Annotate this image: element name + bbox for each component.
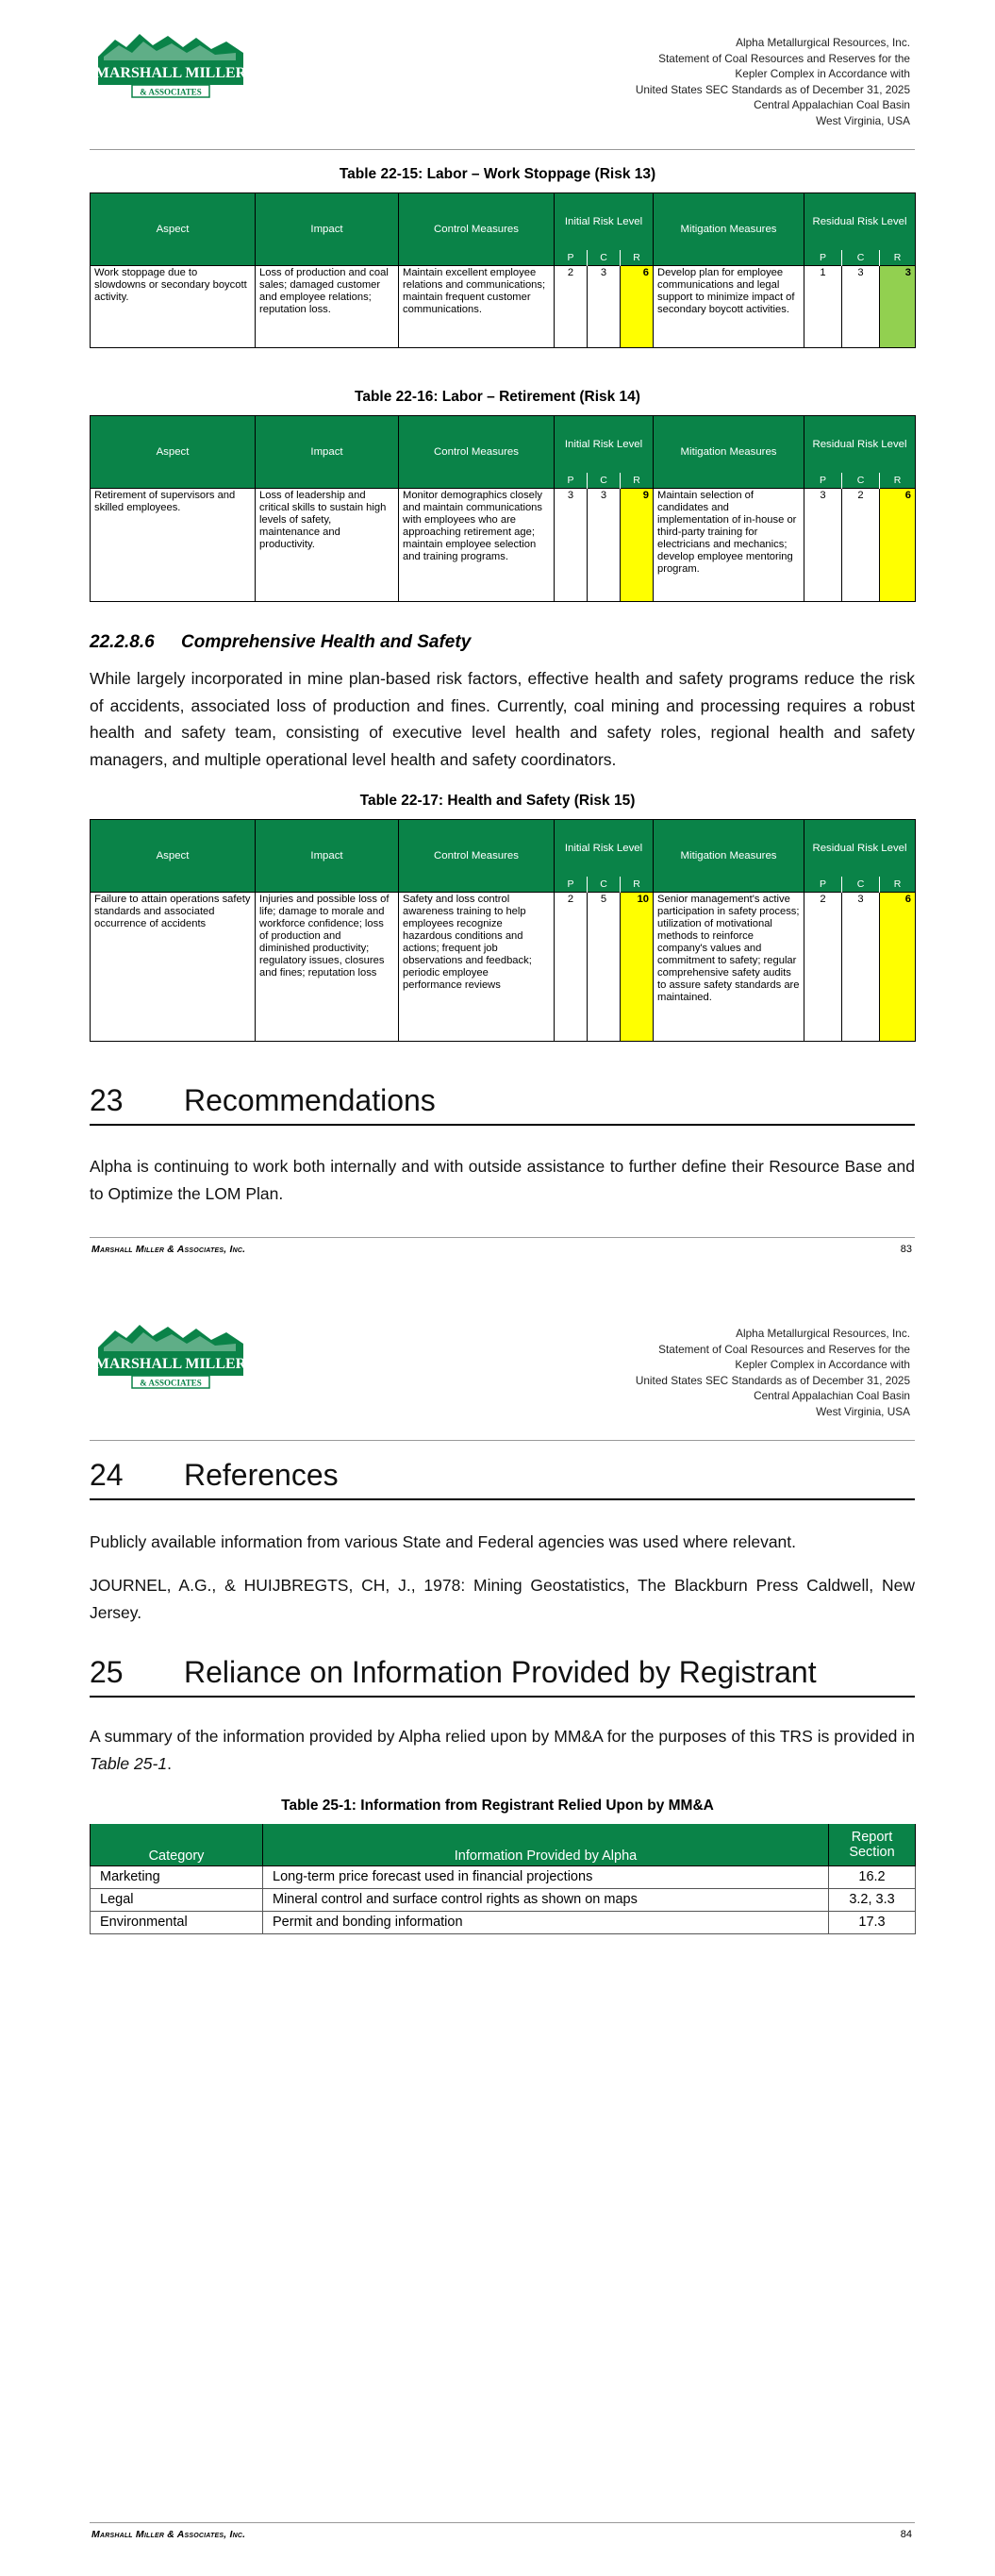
col-c: C: [842, 877, 880, 893]
cell-aspect: Work stoppage due to slowdowns or secondary boycott activity.: [91, 266, 256, 348]
col-impact: Impact: [256, 416, 399, 489]
risk-table-13: [90, 192, 916, 348]
cell-control: Maintain excellent employee relations and communications; maintain frequent customer communications.: [399, 266, 555, 348]
cell-initial-r: 6: [621, 266, 654, 348]
cell-initial-c: 3: [588, 489, 621, 602]
cell-impact: Loss of production and coal sales; damaged customer and employee relations; reputation loss.: [256, 266, 399, 348]
col-p: P: [555, 250, 588, 266]
cell-residual-p: 3: [804, 489, 842, 602]
cell-mitigation: Senior management's active participation in safety process; utilization of motivational methods to reinforce company's values and commitment to safety; regular comprehensive safety audits to assure safety standards are maintained.: [654, 893, 804, 1042]
cell-aspect: Failure to attain operations safety standards and associated occurrence of accidents: [91, 893, 256, 1042]
header-line: Kepler Complex in Accordance with: [735, 1358, 910, 1372]
table-row: [91, 266, 916, 348]
header-line: Kepler Complex in Accordance with: [735, 67, 910, 81]
col-impact: Impact: [256, 193, 399, 266]
col-p: P: [555, 877, 588, 893]
section-number: 24: [90, 1458, 124, 1492]
col-mitigation: Mitigation Measures: [654, 820, 804, 893]
col-c: C: [588, 473, 621, 489]
section-title: Recommendations: [184, 1083, 436, 1117]
cell-mitigation: Develop plan for employee communications and legal support to minimize impact of secondary boycott activities.: [654, 266, 804, 348]
logo-text: MARSHALL MILLER: [94, 1356, 247, 1372]
body-text: A summary of the information provided by Alpha relied upon by MM&A for the purposes of this TRS is provided in: [90, 1727, 915, 1746]
col-category: Category: [91, 1824, 263, 1865]
header-line: West Virginia, USA: [816, 1404, 910, 1418]
table-caption: Table 22-15: Labor – Work Stoppage (Risk 13): [339, 166, 656, 182]
header-divider: [90, 1440, 915, 1441]
cell-section: 16.2: [829, 1865, 916, 1888]
table-caption: Table 25-1: Information from Registrant Relied Upon by MM&A: [281, 1798, 714, 1814]
header-line: Statement of Coal Resources and Reserves for the: [658, 51, 910, 65]
col-residual-risk: Residual Risk Level: [804, 193, 916, 250]
col-r: R: [880, 473, 916, 489]
cell-residual-c: 3: [842, 893, 880, 1042]
table-row: [91, 1865, 916, 1888]
col-aspect: Aspect: [91, 416, 256, 489]
company-logo: [94, 1319, 247, 1395]
logo-subtext: & ASSOCIATES: [140, 1378, 202, 1388]
cell-residual-r: 3: [880, 266, 916, 348]
cell-initial-p: 2: [555, 893, 588, 1042]
table-caption: Table 22-17: Health and Safety (Risk 15): [359, 793, 636, 809]
cell-residual-r: 6: [880, 489, 916, 602]
cell-control: Monitor demographics closely and maintain communications with employees who are approaching retirement age; maintain employee selection and training programs.: [399, 489, 555, 602]
section-body: Publicly available information from various State and Federal agencies was used where relevant.: [90, 1532, 797, 1551]
header-company: Alpha Metallurgical Resources, Inc.: [736, 1327, 910, 1340]
risk-table-14: [90, 415, 916, 602]
section-number: 25: [90, 1655, 124, 1689]
header-line: Central Appalachian Coal Basin: [754, 1389, 910, 1403]
cell-aspect: Retirement of supervisors and skilled employees.: [91, 489, 256, 602]
header-company: Alpha Metallurgical Resources, Inc.: [736, 36, 910, 49]
footer-firm: Marshall Miller & Associates, Inc.: [91, 2529, 246, 2540]
col-aspect: Aspect: [91, 820, 256, 893]
col-report-section: Report Section: [829, 1824, 916, 1865]
col-aspect: Aspect: [91, 193, 256, 266]
page-header: [636, 35, 910, 129]
cell-initial-p: 2: [555, 266, 588, 348]
footer-divider: [90, 2522, 915, 2523]
company-logo: [94, 28, 247, 104]
col-r: R: [621, 877, 654, 893]
section-heading: [90, 632, 471, 653]
table-row: [91, 1888, 916, 1911]
cell-category: Marketing: [91, 1865, 263, 1888]
col-c: C: [588, 250, 621, 266]
col-impact: Impact: [256, 820, 399, 893]
col-c: C: [842, 473, 880, 489]
cell-residual-r: 6: [880, 893, 916, 1042]
header-line: United States SEC Standards as of December 31, 2025: [635, 1373, 910, 1387]
cell-residual-p: 2: [804, 893, 842, 1042]
section-body: Alpha is continuing to work both internally and with outside assistance to further define their Resource Base and to Optimize the LOM Plan.: [90, 1157, 915, 1203]
col-r: R: [880, 877, 916, 893]
page-84: [0, 1291, 995, 2576]
col-control: Control Measures: [399, 416, 555, 489]
table-caption: Table 22-16: Labor – Retirement (Risk 14): [355, 389, 640, 405]
col-p: P: [804, 473, 842, 489]
cell-info: Long-term price forecast used in financial projections: [263, 1865, 829, 1888]
col-p: P: [804, 877, 842, 893]
col-r: R: [621, 473, 654, 489]
section-heading: [90, 1655, 915, 1698]
col-mitigation: Mitigation Measures: [654, 416, 804, 489]
cell-section: 17.3: [829, 1911, 916, 1933]
header-line: Central Appalachian Coal Basin: [754, 98, 910, 112]
col-info: Information Provided by Alpha: [263, 1824, 829, 1865]
footer-firm: Marshall Miller & Associates, Inc.: [91, 1244, 246, 1255]
cell-info: Permit and bonding information: [263, 1911, 829, 1933]
cell-residual-c: 3: [842, 266, 880, 348]
cell-initial-c: 3: [588, 266, 621, 348]
section-title: Comprehensive Health and Safety: [181, 632, 472, 652]
logo-subtext: & ASSOCIATES: [140, 87, 202, 97]
risk-table-15: [90, 819, 916, 1042]
page-header: [636, 1326, 910, 1420]
cell-section: 3.2, 3.3: [829, 1888, 916, 1911]
cell-mitigation: Maintain selection of candidates and implementation of in-house or third-party training for electricians and mechanics; develop employee mentoring program.: [654, 489, 804, 602]
header-line: United States SEC Standards as of December 31, 2025: [635, 82, 910, 96]
cell-category: Environmental: [91, 1911, 263, 1933]
section-heading: [90, 1083, 915, 1126]
cell-residual-p: 1: [804, 266, 842, 348]
table-row: [91, 489, 916, 602]
table-row: [91, 893, 916, 1042]
cell-residual-c: 2: [842, 489, 880, 602]
section-title: Reliance on Information Provided by Registrant: [184, 1655, 817, 1689]
section-body: While largely incorporated in mine plan-based risk factors, effective health and safety programs reduce the risk of accidents, associated loss of production and fines. Currently, coal mining and processing requires a robust health and safety team, consisting of executive level health and safety roles, regional health and safety managers, and multiple operational level health and safety coordinators.: [90, 669, 915, 769]
header-divider: [90, 149, 915, 150]
table-reference: Table 25-1: [90, 1753, 168, 1773]
col-c: C: [842, 250, 880, 266]
table-row: [91, 1911, 916, 1933]
col-mitigation: Mitigation Measures: [654, 193, 804, 266]
registrant-info-table: [90, 1824, 916, 1934]
col-residual-risk: Residual Risk Level: [804, 820, 916, 877]
cell-impact: Loss of leadership and critical skills to sustain high levels of safety, maintenance and productivity.: [256, 489, 399, 602]
cell-initial-r: 10: [621, 893, 654, 1042]
col-control: Control Measures: [399, 820, 555, 893]
cell-info: Mineral control and surface control rights as shown on maps: [263, 1888, 829, 1911]
section-body: JOURNEL, A.G., & HUIJBREGTS, CH, J., 1978: Mining Geostatistics, The Blackburn Press Caldwell, New Jersey.: [90, 1576, 915, 1622]
footer-divider: [90, 1237, 915, 1238]
col-residual-risk: Residual Risk Level: [804, 416, 916, 473]
col-r: R: [880, 250, 916, 266]
col-r: R: [621, 250, 654, 266]
body-text: .: [167, 1753, 172, 1773]
section-heading: [90, 1458, 915, 1500]
header-line: Statement of Coal Resources and Reserves for the: [658, 1342, 910, 1356]
col-initial-risk: Initial Risk Level: [555, 193, 654, 250]
cell-initial-c: 5: [588, 893, 621, 1042]
col-initial-risk: Initial Risk Level: [555, 820, 654, 877]
col-c: C: [588, 877, 621, 893]
section-number: 22.2.8.6: [90, 632, 155, 652]
page-number: 84: [900, 2529, 912, 2540]
cell-control: Safety and loss control awareness training to help employees recognize hazardous conditions and actions; frequent job observations and feedback; periodic employee performance reviews: [399, 893, 555, 1042]
col-control: Control Measures: [399, 193, 555, 266]
section-title: References: [184, 1458, 339, 1492]
cell-initial-p: 3: [555, 489, 588, 602]
col-initial-risk: Initial Risk Level: [555, 416, 654, 473]
page-number: 83: [900, 1244, 912, 1255]
col-p: P: [555, 473, 588, 489]
col-p: P: [804, 250, 842, 266]
cell-category: Legal: [91, 1888, 263, 1911]
section-body: [90, 1723, 915, 1777]
cell-initial-r: 9: [621, 489, 654, 602]
cell-impact: Injuries and possible loss of life; damage to morale and workforce confidence; loss of production and diminished productivity; regulatory issues, closures and fines; reputation loss: [256, 893, 399, 1042]
header-line: West Virginia, USA: [816, 113, 910, 127]
section-number: 23: [90, 1083, 124, 1117]
logo-text: MARSHALL MILLER: [94, 65, 247, 81]
